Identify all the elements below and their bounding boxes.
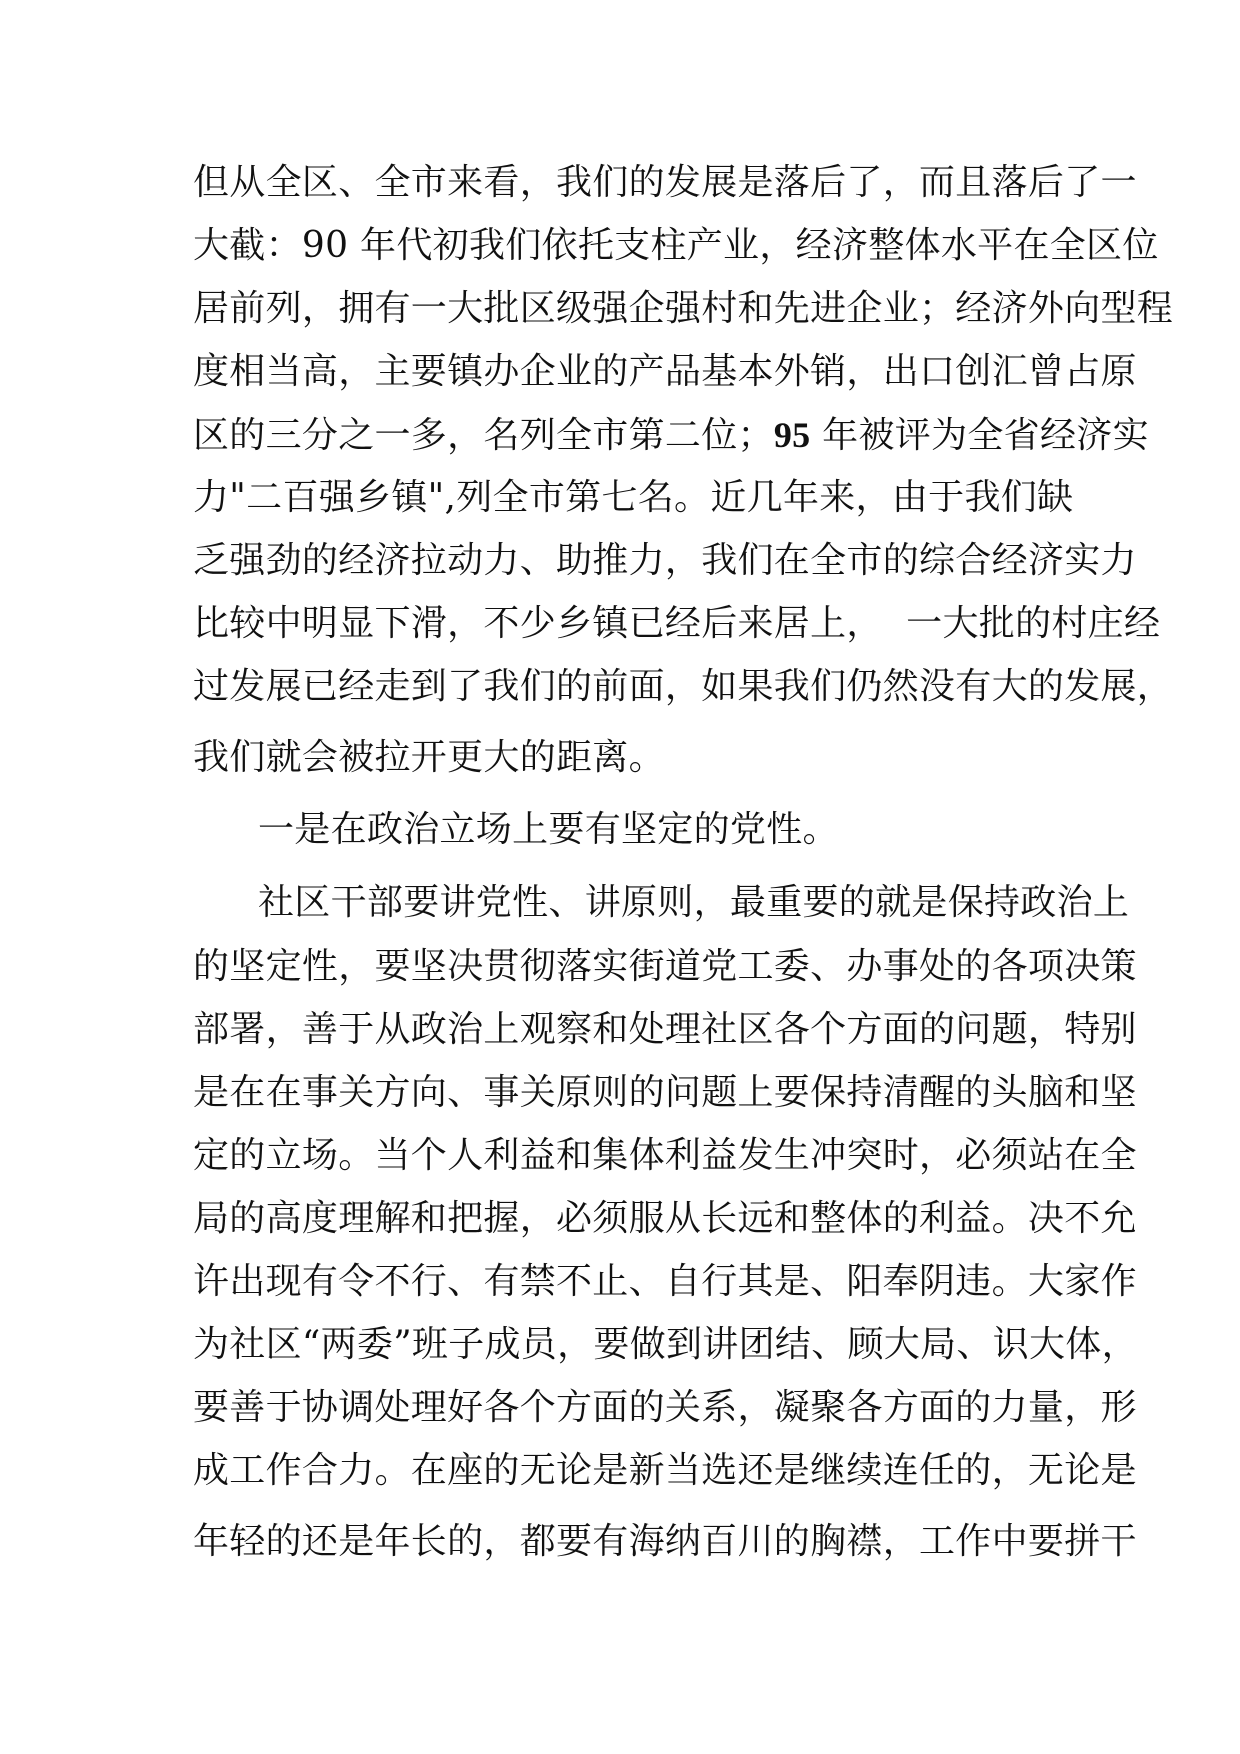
paragraph-line: 定的立场。当个人利益和集体利益发生冲突时，必须站在全 <box>193 1135 1137 1176</box>
section-heading: 一是在政治立场上要有坚定的党性。 <box>258 809 839 850</box>
paragraph-line: 许出现有令不行、有禁不止、自行其是、阳奉阴违。大家作 <box>193 1261 1137 1302</box>
paragraph-line: 大截：90 年代初我们依托支柱产业，经济整体水平在全区位 <box>193 225 1159 266</box>
paragraph-line: 居前列，拥有一大批区级强企强村和先进企业；经济外向型程 <box>193 288 1174 329</box>
paragraph-line: 年轻的还是年长的，都要有海纳百川的胸襟，工作中要拼干 <box>193 1521 1137 1562</box>
bold-year: 95 <box>773 415 811 455</box>
paragraph-line: 乏强劲的经济拉动力、助推力，我们在全市的综合经济实力 <box>193 540 1137 581</box>
paragraph-line: 社区干部要讲党性、讲原则，最重要的就是保持政治上 <box>258 882 1130 923</box>
paragraph-line: 是在在事关方向、事关原则的问题上要保持清醒的头脑和坚 <box>193 1072 1137 1113</box>
paragraph-line: 要善于协调处理好各个方面的关系，凝聚各方面的力量，形 <box>193 1387 1137 1428</box>
paragraph-line: 比较中明显下滑，不少乡镇已经后来居上， 一大批的村庄经 <box>193 603 1161 644</box>
paragraph-line: 局的高度理解和把握，必须服从长远和整体的利益。决不允 <box>193 1198 1137 1239</box>
paragraph-line: 的坚定性，要坚决贯彻落实街道党工委、办事处的各项决策 <box>193 946 1137 987</box>
line-text: 区的三分之一多，名列全市第二位； <box>193 415 774 456</box>
paragraph-line: 力"二百强乡镇",列全市第七名。近几年来，由于我们缺 <box>193 477 1074 518</box>
paragraph-line: 部署，善于从政治上观察和处理社区各个方面的问题，特别 <box>193 1009 1137 1050</box>
paragraph-line: 度相当高，主要镇办企业的产品基本外销，出口创汇曾占原 <box>193 351 1137 392</box>
line-text: 年被评为全省经济实 <box>810 415 1149 456</box>
paragraph-line: 我们就会被拉开更大的距离。 <box>193 737 665 778</box>
paragraph-line: 成工作合力。在座的无论是新当选还是继续连任的，无论是 <box>193 1450 1137 1491</box>
paragraph-line: 但从全区、全市来看，我们的发展是落后了，而且落后了一 <box>193 162 1137 203</box>
paragraph-line: 为社区“两委”班子成员，要做到讲团结、顾大局、识大体， <box>193 1324 1138 1365</box>
paragraph-line <box>193 413 1149 457</box>
paragraph-line: 过发展已经走到了我们的前面，如果我们仍然没有大的发展， <box>193 666 1174 707</box>
